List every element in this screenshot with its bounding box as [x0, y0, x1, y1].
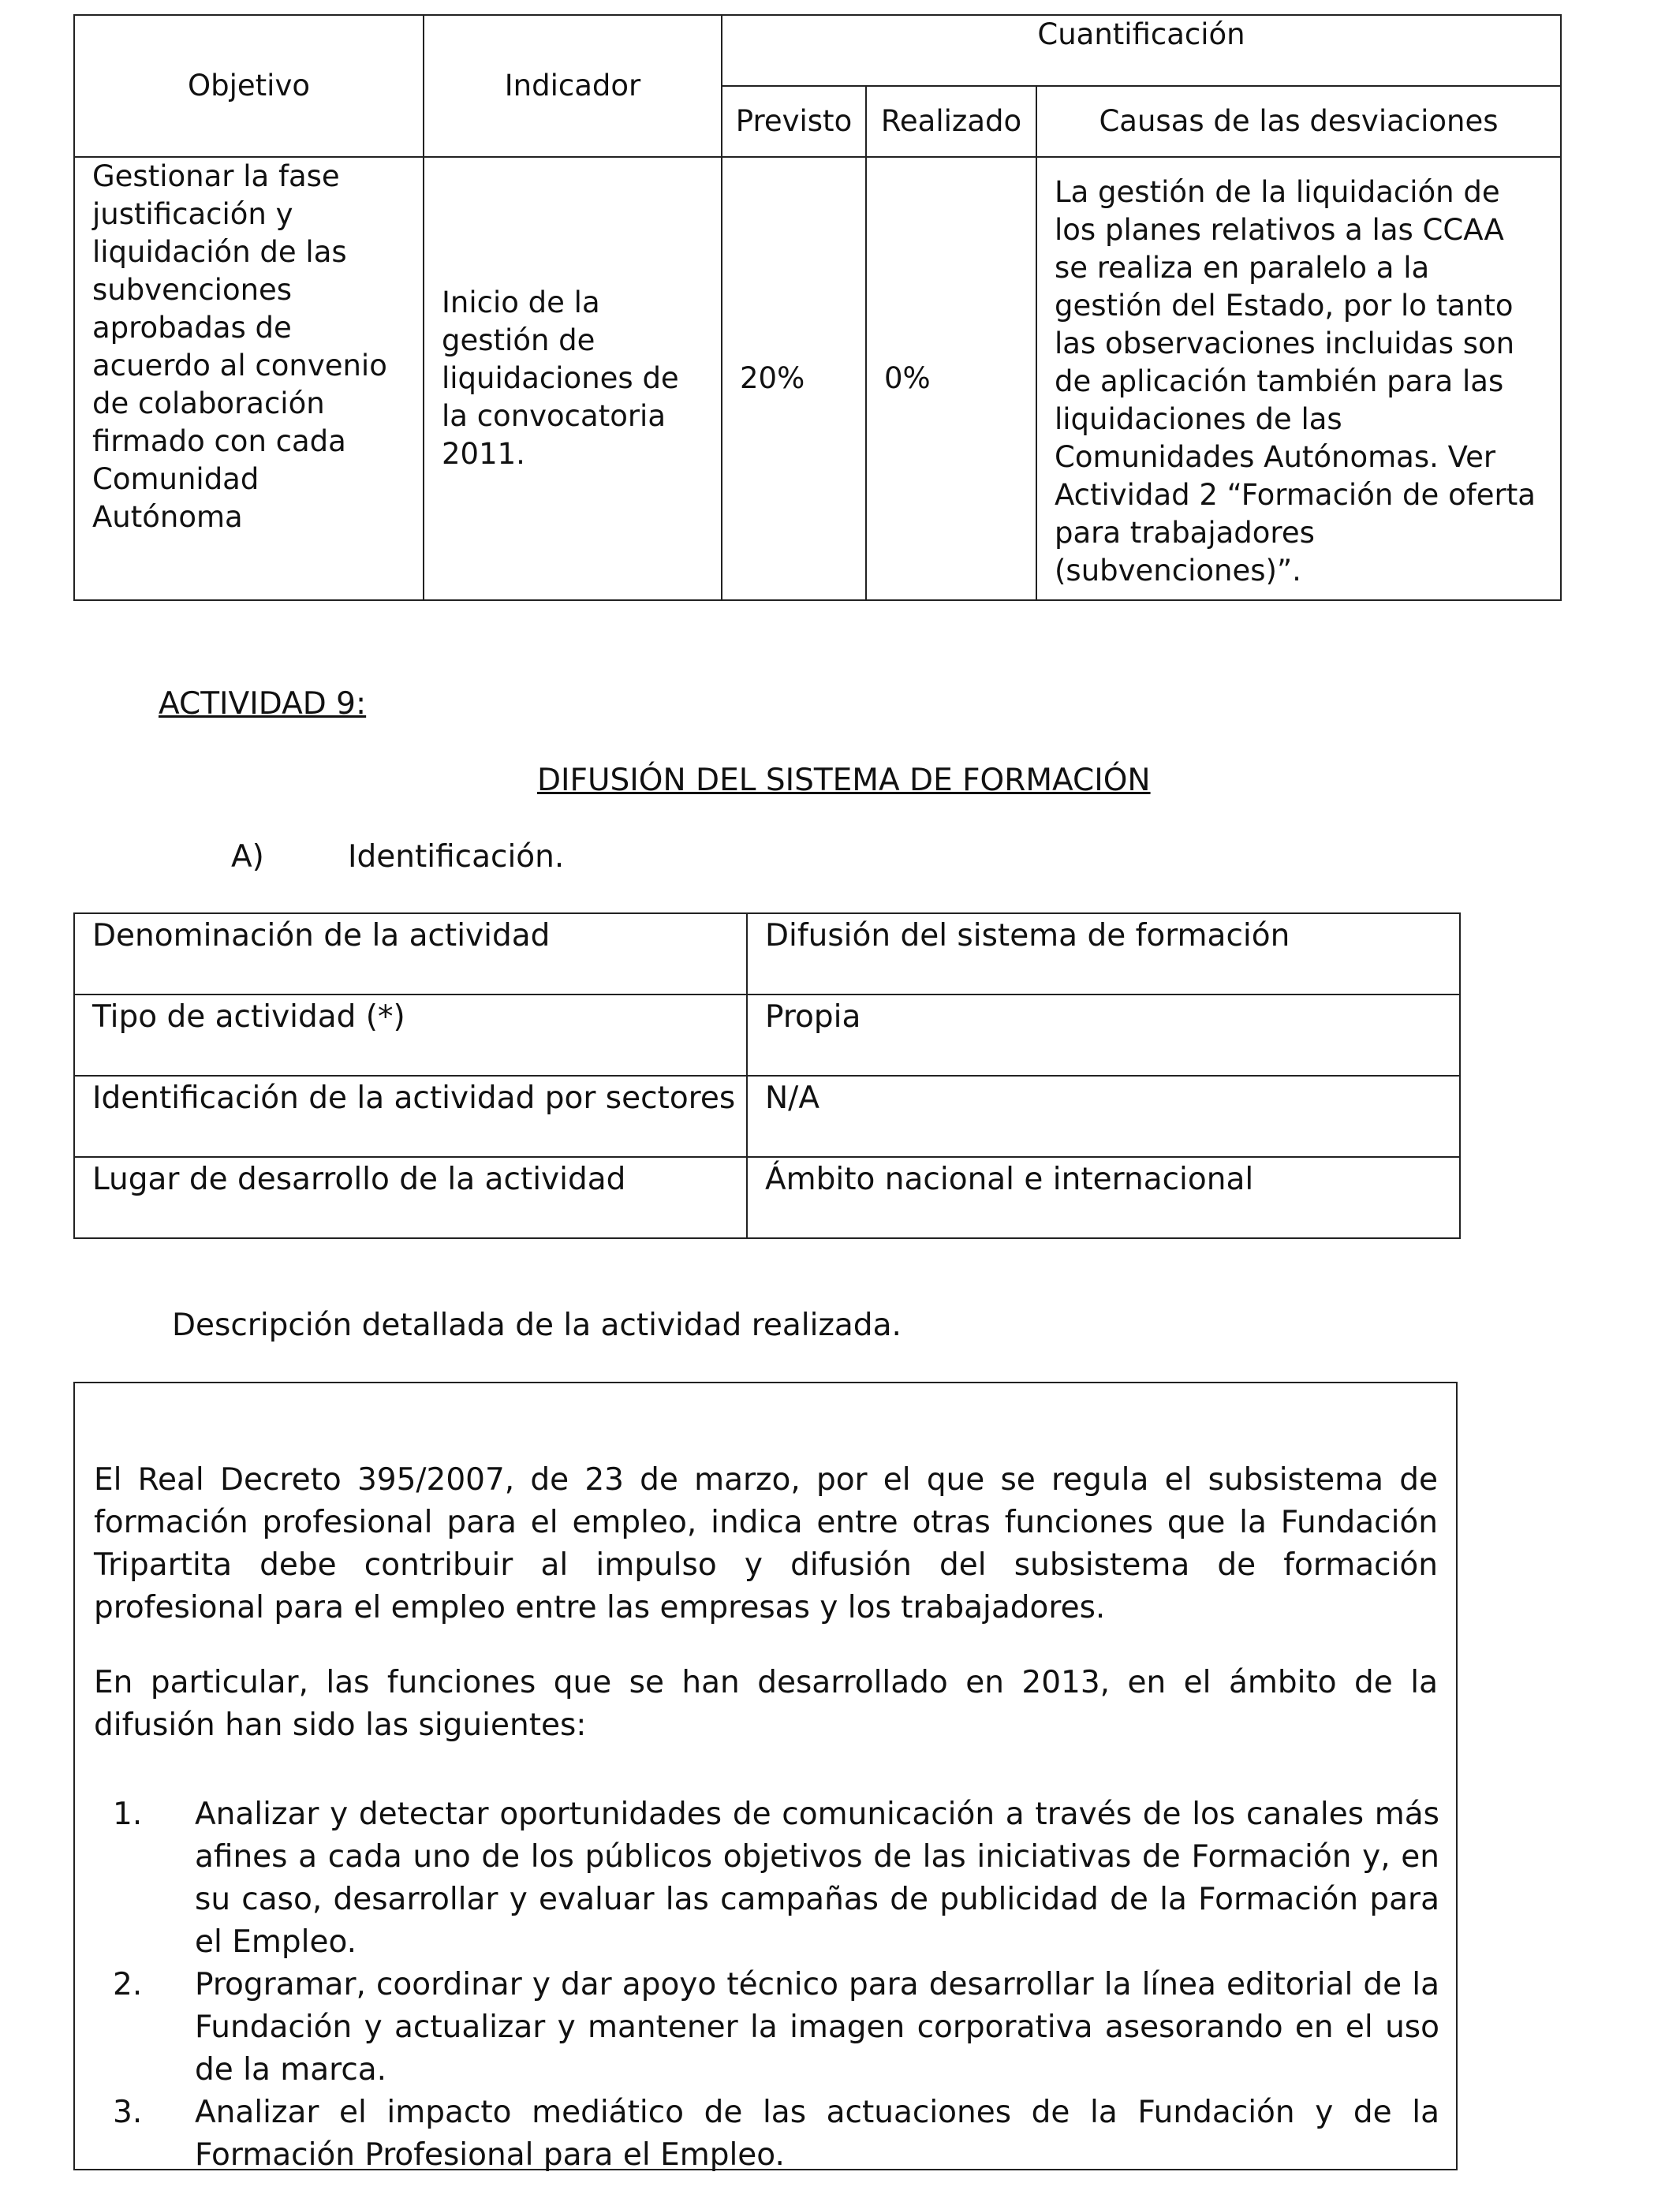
table-row	[74, 995, 1460, 1076]
id-value: Difusión del sistema de formación	[747, 913, 1460, 995]
header-previsto: Previsto	[722, 86, 866, 157]
list-item-number: 2.	[113, 1967, 143, 2002]
id-label: Lugar de desarrollo de la actividad	[74, 1157, 747, 1238]
id-label: Identificación de la actividad por sectores	[74, 1076, 747, 1157]
list-item-text: Programar, coordinar y dar apoyo técnico para desarrollar la línea editorial de la Fundación y actualizar y mantener la imagen corporativa asesorando en el uso de la marca.	[195, 1967, 1439, 2088]
table-row	[74, 913, 1460, 995]
cell-objetivo: Gestionar la fase justificación y liquidación de las subvenciones aprobadas de acuerdo al convenio de colaboración firmado con cada Comunidad Autónoma	[74, 157, 424, 600]
functions-list	[75, 1793, 1439, 2177]
cell-causas: La gestión de la liquidación de los planes relativos a las CCAA se realiza en paralelo a la gestión del Estado, por lo tanto las observaciones incluidas son de aplicación también para las liquidaciones de las Comunidades Autónomas. Ver Actividad 2 “Formación de oferta para trabajadores (subvenciones)”.	[1036, 157, 1561, 600]
activity-heading: ACTIVIDAD 9:	[159, 686, 367, 722]
objectives-table	[73, 14, 1562, 601]
description-box	[73, 1382, 1458, 2173]
list-item-number: 1.	[113, 1797, 143, 1832]
list-item-text: Analizar el impacto mediático de las actuaciones de la Fundación y de la Formación Profesional para el Empleo.	[195, 2095, 1439, 2173]
id-value: N/A	[747, 1076, 1460, 1157]
table-row	[74, 1076, 1460, 1157]
table-row	[74, 1157, 1460, 1238]
table-row	[74, 157, 1561, 600]
description-paragraph-2: En particular, las funciones que se han desarrollado en 2013, en el ámbito de la difusión han sido las siguientes:	[94, 1665, 1438, 1743]
list-item-number: 3.	[113, 2095, 143, 2130]
activity-title: DIFUSIÓN DEL SISTEMA DE FORMACIÓN	[537, 763, 1151, 798]
cell-indicador: Inicio de la gestión de liquidaciones de la convocatoria 2011.	[424, 157, 722, 600]
id-label: Denominación de la actividad	[74, 913, 747, 995]
list-item	[75, 2092, 1439, 2177]
header-realizado: Realizado	[866, 86, 1036, 157]
identification-table	[73, 912, 1461, 1239]
header-indicador: Indicador	[424, 15, 722, 157]
list-item	[75, 1793, 1439, 1964]
section-title: Identificación.	[348, 839, 565, 875]
cell-realizado: 0%	[866, 157, 1036, 600]
list-item-text: Analizar y detectar oportunidades de comunicación a través de los canales más afines a cada uno de los públicos objetivos de las iniciativas de Formación y, en su caso, desarrollar y evaluar las campañas de publicidad de la Formación para el Empleo.	[195, 1797, 1439, 1960]
header-causas: Causas de las desviaciones	[1036, 86, 1561, 157]
header-cuantificacion: Cuantificación	[722, 15, 1561, 86]
cell-previsto: 20%	[722, 157, 866, 600]
header-objetivo: Objetivo	[74, 15, 424, 157]
id-value: Propia	[747, 995, 1460, 1076]
description-heading: Descripción detallada de la actividad realizada.	[172, 1308, 902, 1343]
description-paragraph-1: El Real Decreto 395/2007, de 23 de marzo, por el que se regula el subsistema de formación profesional para el empleo, indica entre otras funciones que la Fundación Tripartita debe contribuir al impulso y difusión del subsistema de formación profesional para el empleo entre las empresas y los trabajadores.	[94, 1462, 1438, 1625]
id-value: Ámbito nacional e internacional	[747, 1157, 1460, 1238]
section-letter: A)	[231, 839, 264, 875]
id-label: Tipo de actividad (*)	[74, 995, 747, 1076]
list-item	[75, 1964, 1439, 2092]
